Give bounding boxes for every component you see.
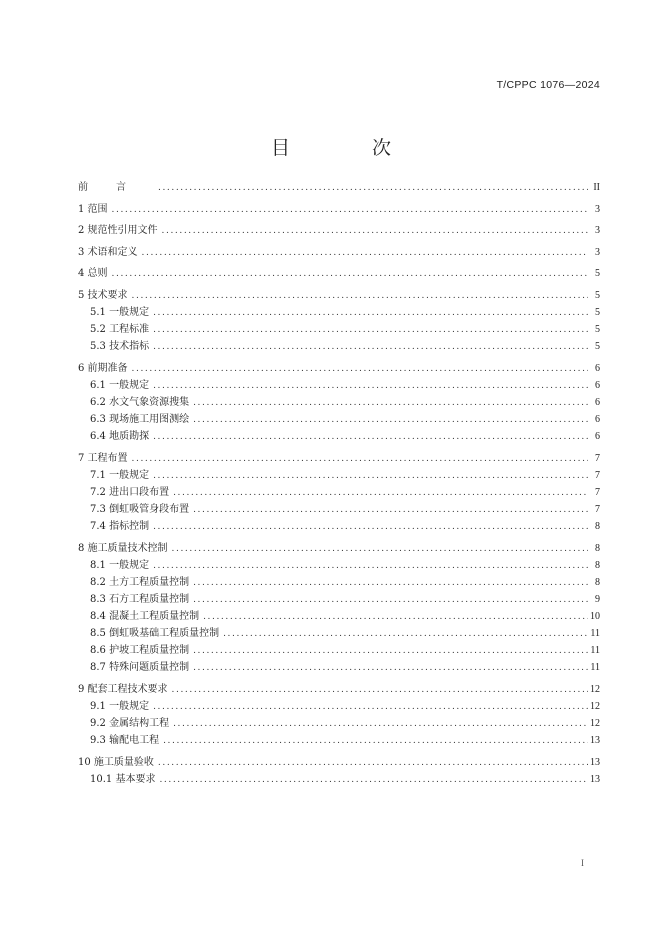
- toc-entry-page: 7: [595, 469, 600, 481]
- toc-entry[interactable]: [78, 287, 600, 304]
- toc-subentry[interactable]: [78, 715, 600, 732]
- toc-entry-label: 5.3 技术指标: [90, 341, 150, 353]
- toc-subentry[interactable]: [78, 321, 600, 338]
- toc-entry[interactable]: [78, 201, 600, 218]
- toc-entry-label: 9.1 一般规定: [90, 701, 150, 713]
- toc-entry-label: 10.1 基本要求: [90, 774, 156, 785]
- toc-entry-label: 6.4 地质勘探: [90, 431, 150, 443]
- toc-dot-leader: [173, 716, 588, 733]
- table-of-contents: [78, 179, 600, 788]
- toc-entry[interactable]: [78, 754, 600, 771]
- toc-entry-label: 8.4 混凝土工程质量控制: [90, 611, 200, 623]
- toc-subentry[interactable]: [78, 659, 600, 676]
- toc-subentry[interactable]: [78, 428, 600, 445]
- toc-dot-leader: [172, 682, 588, 699]
- toc-dot-leader: [172, 541, 588, 558]
- toc-dot-leader: [142, 245, 588, 262]
- toc-subentry[interactable]: [78, 698, 600, 715]
- toc-entry-page: 7: [595, 487, 600, 498]
- toc-subentry[interactable]: [78, 557, 600, 574]
- toc-subentry[interactable]: [78, 771, 600, 788]
- toc-subentry[interactable]: [78, 642, 600, 659]
- toc-entry-page: 6: [595, 414, 600, 426]
- toc-dot-leader: [153, 699, 588, 716]
- toc-dot-leader: [193, 660, 588, 677]
- toc-entry-page: 5: [595, 341, 600, 353]
- toc-dot-leader: [193, 412, 588, 429]
- toc-entry-label: 1 范围: [78, 203, 108, 215]
- toc-entry-page: 5: [595, 324, 600, 336]
- toc-entry-page: 7: [595, 504, 600, 516]
- toc-entry[interactable]: [78, 360, 600, 377]
- toc-subentry[interactable]: [78, 394, 600, 411]
- toc-entry-label: 4 总则: [78, 268, 108, 280]
- toc-entry-label: 8.6 护坡工程质量控制: [90, 645, 190, 657]
- toc-entry-label: 7.3 倒虹吸管身段布置: [90, 504, 190, 516]
- toc-entry-label: 8.3 石方工程质量控制: [90, 594, 190, 606]
- toc-subentry[interactable]: [78, 304, 600, 321]
- toc-entry-label: 7 工程布置: [78, 452, 128, 464]
- toc-entry-page: 9: [595, 594, 600, 606]
- toc-dot-leader: [153, 378, 588, 395]
- toc-entry-label: 8.5 倒虹吸基础工程质量控制: [90, 628, 220, 640]
- toc-subentry[interactable]: [78, 625, 600, 642]
- toc-entry-label: 8.1 一般规定: [90, 559, 150, 571]
- toc-dot-leader: [153, 429, 588, 446]
- toc-dot-leader: [158, 755, 588, 772]
- toc-entry[interactable]: [78, 222, 600, 239]
- toc-dot-leader: [203, 609, 588, 626]
- toc-dot-leader: [153, 468, 588, 485]
- toc-entry-page: 8: [595, 576, 600, 588]
- toc-entry[interactable]: [78, 179, 600, 196]
- toc-entry-page: 3: [595, 225, 600, 237]
- toc-subentry[interactable]: [78, 501, 600, 518]
- toc-entry-label: 6.1 一般规定: [90, 379, 150, 391]
- toc-entry-page: 11: [590, 645, 600, 657]
- toc-entry-page: II: [593, 182, 600, 193]
- toc-dot-leader: [153, 558, 588, 575]
- page-title: 目 次: [270, 137, 430, 159]
- toc-entry[interactable]: [78, 681, 600, 698]
- toc-entry-page: 6: [595, 362, 600, 374]
- toc-subentry[interactable]: [78, 377, 600, 394]
- toc-entry-label: 7.1 一般规定: [90, 469, 150, 481]
- toc-entry-label: 10 施工质量验收: [78, 756, 154, 768]
- toc-dot-leader: [193, 395, 588, 412]
- toc-subentry[interactable]: [78, 518, 600, 535]
- toc-dot-leader: [193, 575, 588, 592]
- toc-dot-leader: [132, 288, 588, 305]
- toc-entry-page: 11: [590, 628, 600, 640]
- toc-entry-page: 11: [590, 662, 600, 674]
- toc-entry-page: 8: [595, 542, 600, 554]
- toc-entry[interactable]: [78, 450, 600, 467]
- toc-entry-page: 8: [595, 559, 600, 571]
- toc-subentry[interactable]: [78, 608, 600, 625]
- toc-entry-page: 6: [595, 397, 600, 409]
- toc-dot-leader: [163, 733, 588, 750]
- toc-entry-label: 3 术语和定义: [78, 246, 138, 258]
- toc-dot-leader: [173, 485, 588, 502]
- toc-entry-label: 6.2 水文气象资源搜集: [90, 397, 190, 409]
- toc-entry-page: 6: [595, 379, 600, 391]
- toc-entry-label: 9 配套工程技术要求: [78, 684, 168, 696]
- toc-subentry[interactable]: [78, 484, 600, 501]
- toc-subentry[interactable]: [78, 574, 600, 591]
- toc-entry-page: 5: [595, 289, 600, 301]
- toc-entry-page: 12: [590, 718, 600, 730]
- toc-entry-page: 3: [595, 203, 600, 215]
- toc-subentry[interactable]: [78, 411, 600, 428]
- toc-entry-label: 前言: [78, 182, 154, 193]
- toc-entry-label: 5.2 工程标准: [90, 324, 150, 336]
- toc-subentry[interactable]: [78, 467, 600, 484]
- toc-dot-leader: [132, 451, 588, 468]
- toc-entry-label: 5 技术要求: [78, 289, 128, 301]
- toc-entry-page: 13: [590, 774, 600, 785]
- toc-dot-leader: [193, 643, 588, 660]
- toc-entry-label: 6 前期准备: [78, 362, 128, 374]
- page-number: I: [581, 858, 584, 868]
- toc-entry-page: 12: [590, 701, 600, 713]
- toc-entry-page: 6: [595, 431, 600, 443]
- toc-entry-page: 13: [590, 756, 600, 768]
- toc-entry-page: 10: [590, 611, 600, 623]
- toc-entry-page: 8: [595, 521, 600, 533]
- toc-dot-leader: [153, 305, 588, 322]
- toc-entry-label: 2 规范性引用文件: [78, 225, 158, 237]
- toc-subentry[interactable]: [78, 732, 600, 749]
- toc-entry-page: 12: [590, 684, 600, 696]
- toc-dot-leader: [153, 322, 588, 339]
- toc-subentry[interactable]: [78, 338, 600, 355]
- toc-dot-leader: [162, 223, 588, 240]
- toc-dot-leader: [112, 202, 588, 219]
- toc-entry[interactable]: [78, 244, 600, 261]
- toc-entry-label: 5.1 一般规定: [90, 307, 150, 319]
- toc-dot-leader: [112, 266, 588, 283]
- toc-entry-label: 6.3 现场施工用图测绘: [90, 414, 190, 426]
- toc-dot-leader: [158, 180, 588, 197]
- toc-dot-leader: [153, 339, 588, 356]
- toc-entry-page: 13: [590, 735, 600, 747]
- standard-code: T/CPPC 1076—2024: [496, 79, 600, 91]
- toc-dot-leader: [153, 519, 588, 536]
- toc-entry-label: 8 施工质量技术控制: [78, 542, 168, 554]
- toc-entry-page: 7: [595, 452, 600, 464]
- toc-entry[interactable]: [78, 265, 600, 282]
- toc-entry-label: 9.2 金属结构工程: [90, 718, 170, 730]
- toc-entry-label: 7.2 进出口段布置: [90, 487, 170, 498]
- toc-dot-leader: [159, 772, 588, 789]
- toc-dot-leader: [223, 626, 588, 643]
- toc-entry-label: 8.7 特殊问题质量控制: [90, 662, 190, 674]
- toc-entry-label: 8.2 土方工程质量控制: [90, 576, 190, 588]
- toc-entry-label: 7.4 指标控制: [90, 521, 150, 533]
- toc-entry-page: 3: [595, 246, 600, 258]
- toc-entry-label: 9.3 输配电工程: [90, 735, 160, 747]
- toc-dot-leader: [193, 502, 588, 519]
- toc-subentry[interactable]: [78, 591, 600, 608]
- toc-entry-page: 5: [595, 307, 600, 319]
- toc-dot-leader: [193, 592, 588, 609]
- toc-entry[interactable]: [78, 540, 600, 557]
- toc-dot-leader: [132, 361, 588, 378]
- toc-entry-page: 5: [595, 268, 600, 280]
